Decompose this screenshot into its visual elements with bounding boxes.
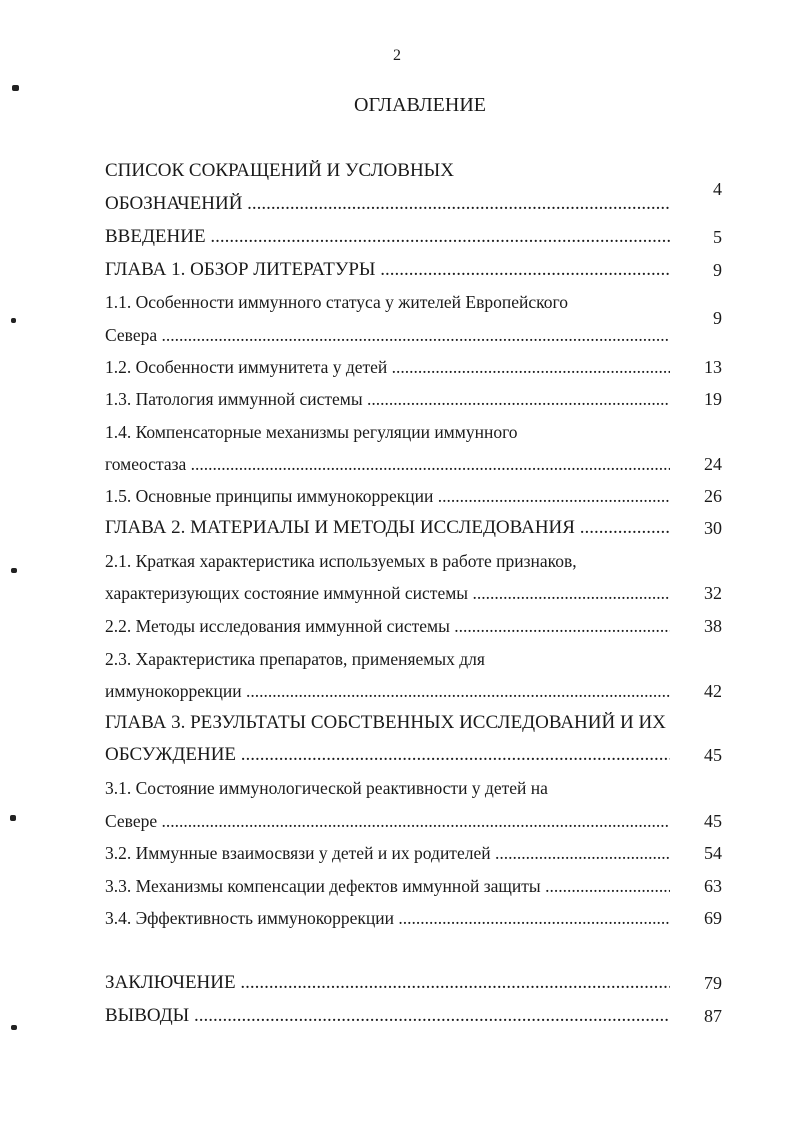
toc-entry-line: Севере ..... bbox=[105, 810, 670, 832]
toc-entry-line: 3.2. Иммунные взаимосвязи у детей и их родителей ..... bbox=[105, 842, 670, 864]
scan-mark bbox=[11, 568, 17, 573]
toc-entry-line: ОБОЗНАЧЕНИЙ ..... bbox=[105, 193, 670, 215]
toc-page-number: 19 bbox=[704, 389, 722, 409]
toc-entry-line: 1.4. Компенсаторные механизмы регуляции иммунного bbox=[105, 422, 518, 442]
toc-page-number: 87 bbox=[704, 1006, 722, 1026]
toc-entry-line: гомеостаза ..... bbox=[105, 453, 670, 475]
toc-page-number: 30 bbox=[704, 518, 722, 538]
toc-entry-line: характеризующих состояние иммунной системы ..... bbox=[105, 582, 670, 604]
toc-page-number: 45 bbox=[704, 811, 722, 831]
toc-entry-line: 3.1. Состояние иммунологической реактивности у детей на bbox=[105, 778, 548, 798]
toc-entry-line: ГЛАВА 3. РЕЗУЛЬТАТЫ СОБСТВЕННЫХ ИССЛЕДОВАНИЙ И ИХ bbox=[105, 712, 666, 733]
toc-entry-line: 1.5. Основные принципы иммунокоррекции ..... bbox=[105, 485, 670, 507]
toc-entry-line: иммунокоррекции ..... bbox=[105, 680, 670, 702]
toc-page-number: 4 bbox=[713, 179, 722, 199]
toc-title: ОГЛАВЛЕНИЕ bbox=[354, 94, 486, 116]
toc-page-number: 42 bbox=[704, 681, 722, 701]
toc-entry-line: 3.4. Эффективность иммунокоррекции ..... bbox=[105, 907, 670, 929]
toc-entry-line: 2.2. Методы исследования иммунной системы ..... bbox=[105, 615, 670, 637]
toc-page-number: 32 bbox=[704, 583, 722, 603]
toc-page-number: 38 bbox=[704, 616, 722, 636]
toc-entry-line: ВВЕДЕНИЕ ..... bbox=[105, 226, 670, 248]
toc-entry-line: Севера ..... bbox=[105, 324, 670, 346]
toc-entry-line: 1.2. Особенности иммунитета у детей ..... bbox=[105, 356, 670, 378]
toc-page-number: 69 bbox=[704, 908, 722, 928]
toc-page-number: 9 bbox=[713, 260, 722, 280]
toc-entry-line: 1.1. Особенности иммунного статуса у жителей Европейского bbox=[105, 292, 568, 312]
toc-page-number: 5 bbox=[713, 227, 722, 247]
toc-entry-line: 2.1. Краткая характеристика используемых в работе признаков, bbox=[105, 551, 577, 571]
toc-entry-line: ГЛАВА 1. ОБЗОР ЛИТЕРАТУРЫ ..... bbox=[105, 259, 670, 281]
scan-mark bbox=[11, 1025, 17, 1030]
scan-mark bbox=[12, 85, 19, 91]
toc-page-number: 26 bbox=[704, 486, 722, 506]
toc-page-number: 45 bbox=[704, 745, 722, 765]
scan-mark bbox=[11, 318, 16, 323]
toc-page-number: 63 bbox=[704, 876, 722, 896]
toc-entry-line: СПИСОК СОКРАЩЕНИЙ И УСЛОВНЫХ bbox=[105, 160, 454, 181]
toc-page-number: 24 bbox=[704, 454, 722, 474]
toc-page-number: 79 bbox=[704, 973, 722, 993]
toc-page-number: 54 bbox=[704, 843, 722, 863]
toc-entry-line: 2.3. Характеристика препаратов, применяемых для bbox=[105, 649, 485, 669]
scan-mark bbox=[10, 815, 16, 821]
page-number: 2 bbox=[393, 47, 401, 64]
toc-entry-line: 3.3. Механизмы компенсации дефектов иммунной защиты ..... bbox=[105, 875, 670, 897]
toc-entry-line: ОБСУЖДЕНИЕ ..... bbox=[105, 744, 670, 766]
toc-page-number: 13 bbox=[704, 357, 722, 377]
toc-entry-line: ВЫВОДЫ ..... bbox=[105, 1005, 670, 1027]
toc-entry-line: ГЛАВА 2. МАТЕРИАЛЫ И МЕТОДЫ ИССЛЕДОВАНИЯ ..... bbox=[105, 517, 670, 539]
toc-entry-line: 1.3. Патология иммунной системы ..... bbox=[105, 388, 670, 410]
toc-page-number: 9 bbox=[713, 308, 722, 328]
toc-entry-line: ЗАКЛЮЧЕНИЕ ..... bbox=[105, 972, 670, 994]
